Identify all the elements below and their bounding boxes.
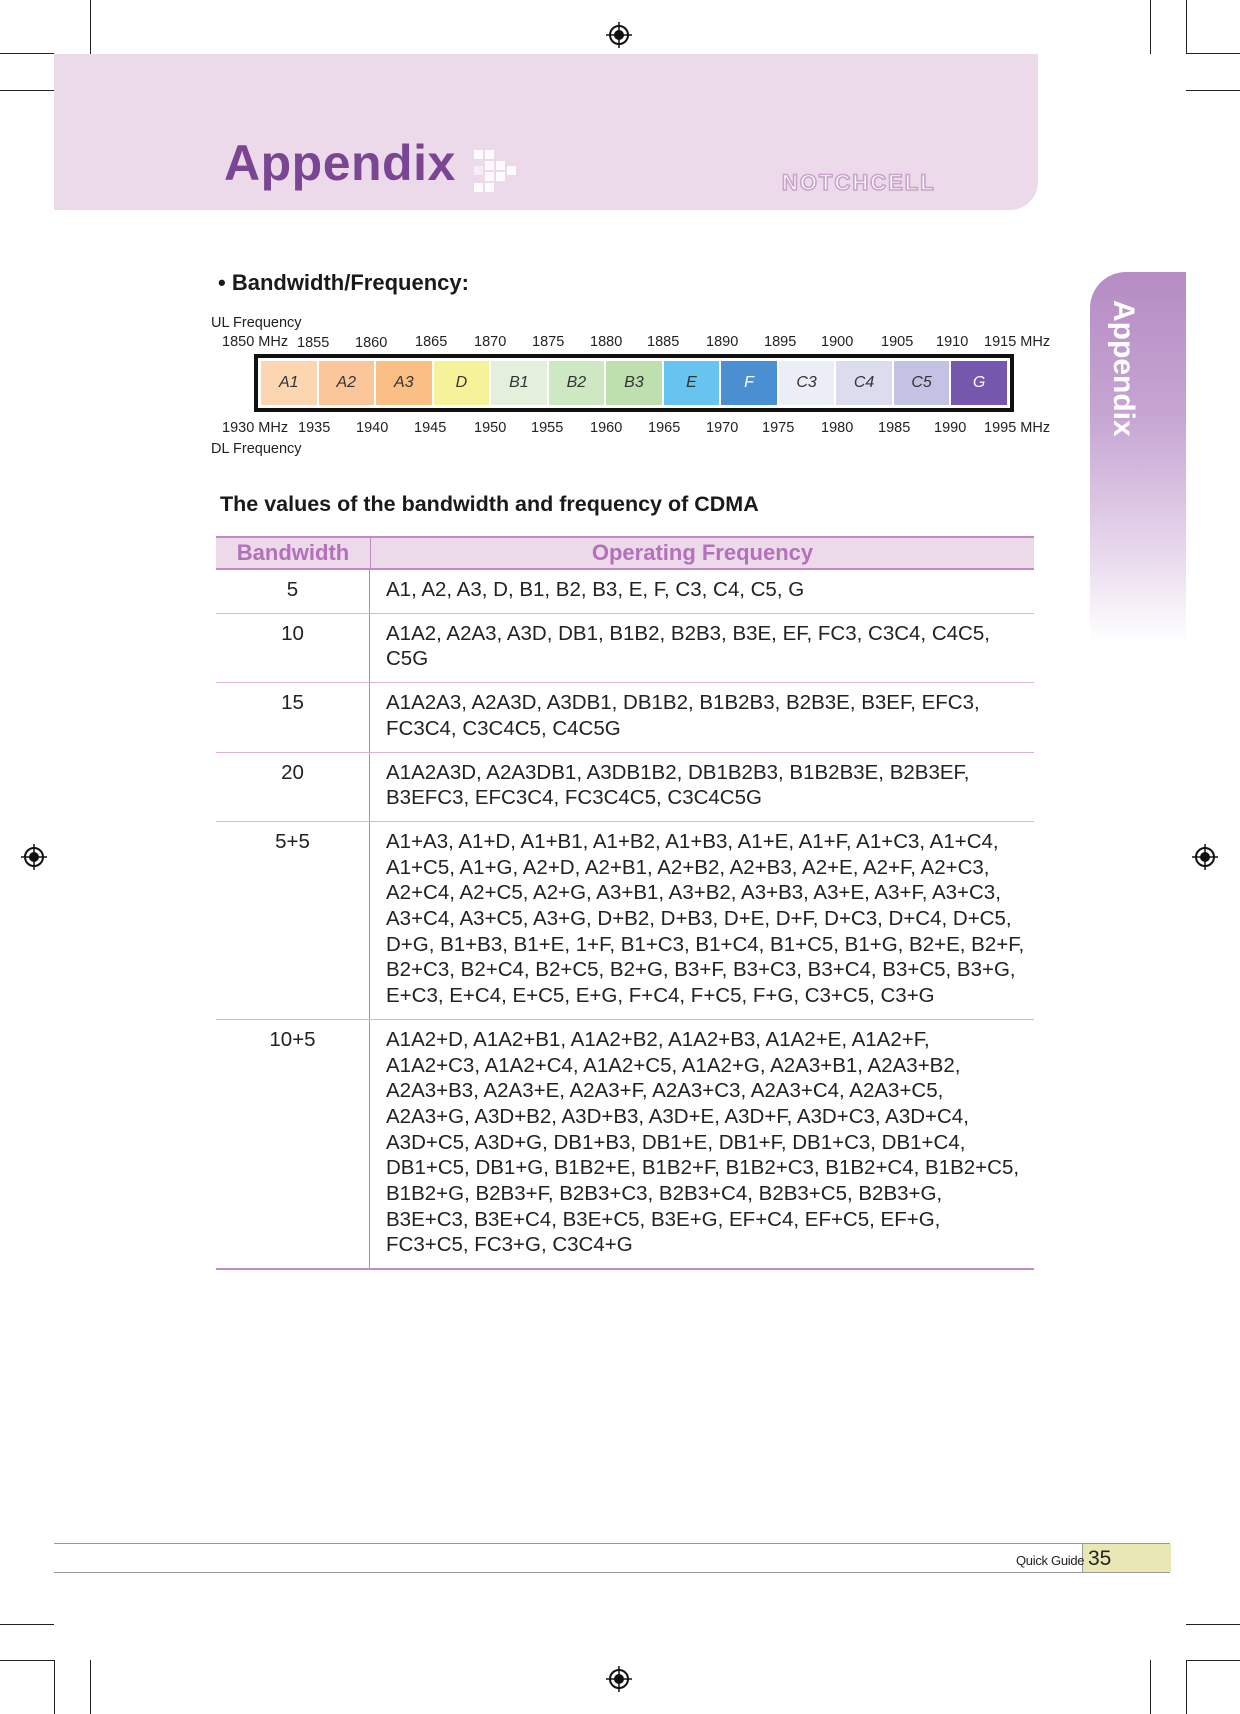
dl-tick: 1965 [648, 420, 681, 436]
bandwidth-cell: 5 [216, 570, 370, 613]
ul-tick: 1875 [532, 334, 565, 350]
bandwidth-cell: 15 [216, 683, 370, 751]
dl-tick: 1940 [356, 420, 389, 436]
ul-tick: 1865 [415, 334, 448, 350]
footer-rule [54, 1572, 1170, 1573]
ul-tick: 1910 [936, 334, 969, 350]
dl-tick: 1960 [590, 420, 623, 436]
band-cell: A2 [319, 361, 375, 405]
ul-tick: 1885 [647, 334, 680, 350]
band-cell: C3 [779, 361, 835, 405]
band-cell: E [664, 361, 720, 405]
dl-tick: 1930 MHz [222, 420, 289, 436]
registration-mark-icon [606, 22, 632, 48]
dl-tick: 1995 MHz [984, 420, 1051, 436]
dl-tick: 1990 [934, 420, 967, 436]
table-header [216, 536, 1034, 570]
footer-rule [54, 1543, 1170, 1544]
side-tab-label: Appendix [1107, 300, 1140, 437]
registration-mark-icon [21, 844, 47, 870]
band-cell: B2 [549, 361, 605, 405]
ul-tick: 1915 MHz [984, 334, 1051, 350]
ul-frequency-label: UL Frequency [211, 315, 302, 331]
page-number: 35 [1088, 1547, 1112, 1570]
header-operating-frequency: Operating Frequency [591, 540, 814, 565]
ul-tick: 1850 MHz [222, 334, 289, 350]
table-row [216, 570, 1034, 614]
table-row [216, 822, 1034, 1020]
dl-tick: 1975 [762, 420, 795, 436]
dl-frequency-label: DL Frequency [211, 441, 302, 457]
dl-tick: 1980 [821, 420, 854, 436]
band-cell: B1 [491, 361, 547, 405]
ul-tick: 1855 [297, 335, 330, 351]
band-cell: C5 [894, 361, 950, 405]
table-row [216, 1020, 1034, 1270]
ul-tick: 1895 [764, 334, 797, 350]
ul-tick: 1880 [590, 334, 623, 350]
dl-tick: 1935 [298, 420, 331, 436]
registration-mark-icon [606, 1666, 632, 1692]
band-cell: C4 [836, 361, 892, 405]
band-strip [254, 354, 1014, 412]
brand-logo: NOTCHCELL [782, 170, 936, 195]
chevron-pattern-icon [474, 150, 520, 192]
frequency-cell: A1+A3, A1+D, A1+B1, A1+B2, A1+B3, A1+E, A1+F, A1+C3, A1+C4, A1+C5, A1+G, A2+D, A2+B1, A2+B2, A2+B3, A2+E, A2+F, A2+C3, A2+C4, A2+C5, A2+G, A3+B1, A3+B2, A3+B3, A3+E, A3+F, A3+C3, A3+C4, A3+C5, A3+G, D+B2, D+B3, D+E, D+F, D+C3, D+C4, D+C5, D+G, B1+B3, B1+E, 1+F, B1+C3, B1+C4, B1+C5, B1+G, B2+E, B2+F, B2+C3, B2+C4, B2+C5, B2+G, B3+F, B3+C3, B3+C4, B3+C5, B3+G, E+C3, E+C4, E+C5, E+G, F+C4, F+C5, F+G, C3+C5, C3+G [386, 829, 1025, 1008]
footer-label: Quick Guide [1016, 1553, 1085, 1568]
dl-tick: 1970 [706, 420, 739, 436]
band-cell: F [721, 361, 777, 405]
table-row [216, 614, 1034, 683]
table-caption: The values of the bandwidth and frequency of CDMA [220, 492, 759, 516]
frequency-table [216, 536, 1034, 1270]
band-cell: D [434, 361, 490, 405]
dl-tick: 1950 [474, 420, 507, 436]
dl-tick: 1985 [878, 420, 911, 436]
dl-tick: 1955 [531, 420, 564, 436]
dl-tick: 1945 [414, 420, 447, 436]
frequency-cell: A1A2, A2A3, A3D, DB1, B1B2, B2B3, B3E, EF, FC3, C3C4, C4C5, C5G [386, 621, 990, 671]
band-cell: A3 [376, 361, 432, 405]
section-heading: • Bandwidth/Frequency: [218, 270, 469, 295]
bandwidth-cell: 20 [216, 753, 370, 821]
frequency-cell: A1A2A3D, A2A3DB1, A3DB1B2, DB1B2B3, B1B2B3E, B2B3EF, B3EFC3, EFC3C4, FC3C4C5, C3C4C5G [386, 760, 970, 810]
page-title: Appendix [224, 135, 456, 191]
ul-tick: 1900 [821, 334, 854, 350]
ul-tick: 1860 [355, 335, 388, 351]
band-cell: B3 [606, 361, 662, 405]
table-row [216, 753, 1034, 822]
bandwidth-cell: 10 [216, 614, 370, 682]
frequency-cell: A1A2+D, A1A2+B1, A1A2+B2, A1A2+B3, A1A2+E, A1A2+F, A1A2+C3, A1A2+C4, A1A2+C5, A1A2+G, A2A3+B1, A2A3+B2, A2A3+B3, A2A3+E, A2A3+F, A2A3+C3, A2A3+C4, A2A3+C5, A2A3+G, A3D+B2, A3D+B3, A3D+E, A3D+F, A3D+C3, A3D+C4, A3D+C5, A3D+G, DB1+B3, DB1+E, DB1+F, DB1+C3, DB1+C4, DB1+C5, DB1+G, B1B2+E, B1B2+F, B1B2+C3, B1B2+C4, B1B2+C5, B1B2+G, B2B3+F, B2B3+C3, B2B3+C4, B2B3+C5, B2B3+G, B3E+C3, B3E+C4, B3E+C5, B3E+G, EF+C4, EF+C5, EF+G, FC3+C5, FC3+G, C3C4+G [386, 1027, 1020, 1257]
bandwidth-cell: 5+5 [216, 822, 370, 1019]
header-bandwidth: Bandwidth [216, 538, 371, 568]
ul-tick: 1905 [881, 334, 914, 350]
registration-mark-icon [1192, 844, 1218, 870]
ul-tick: 1870 [474, 334, 507, 350]
frequency-cell: A1, A2, A3, D, B1, B2, B3, E, F, C3, C4, C5, G [386, 578, 805, 601]
bandwidth-cell: 10+5 [216, 1020, 370, 1268]
ul-tick: 1890 [706, 334, 739, 350]
band-cell: A1 [261, 361, 317, 405]
frequency-cell: A1A2A3, A2A3D, A3DB1, DB1B2, B1B2B3, B2B3E, B3EF, EFC3, FC3C4, C3C4C5, C4C5G [386, 691, 980, 740]
band-cell: G [951, 361, 1007, 405]
table-row [216, 683, 1034, 752]
